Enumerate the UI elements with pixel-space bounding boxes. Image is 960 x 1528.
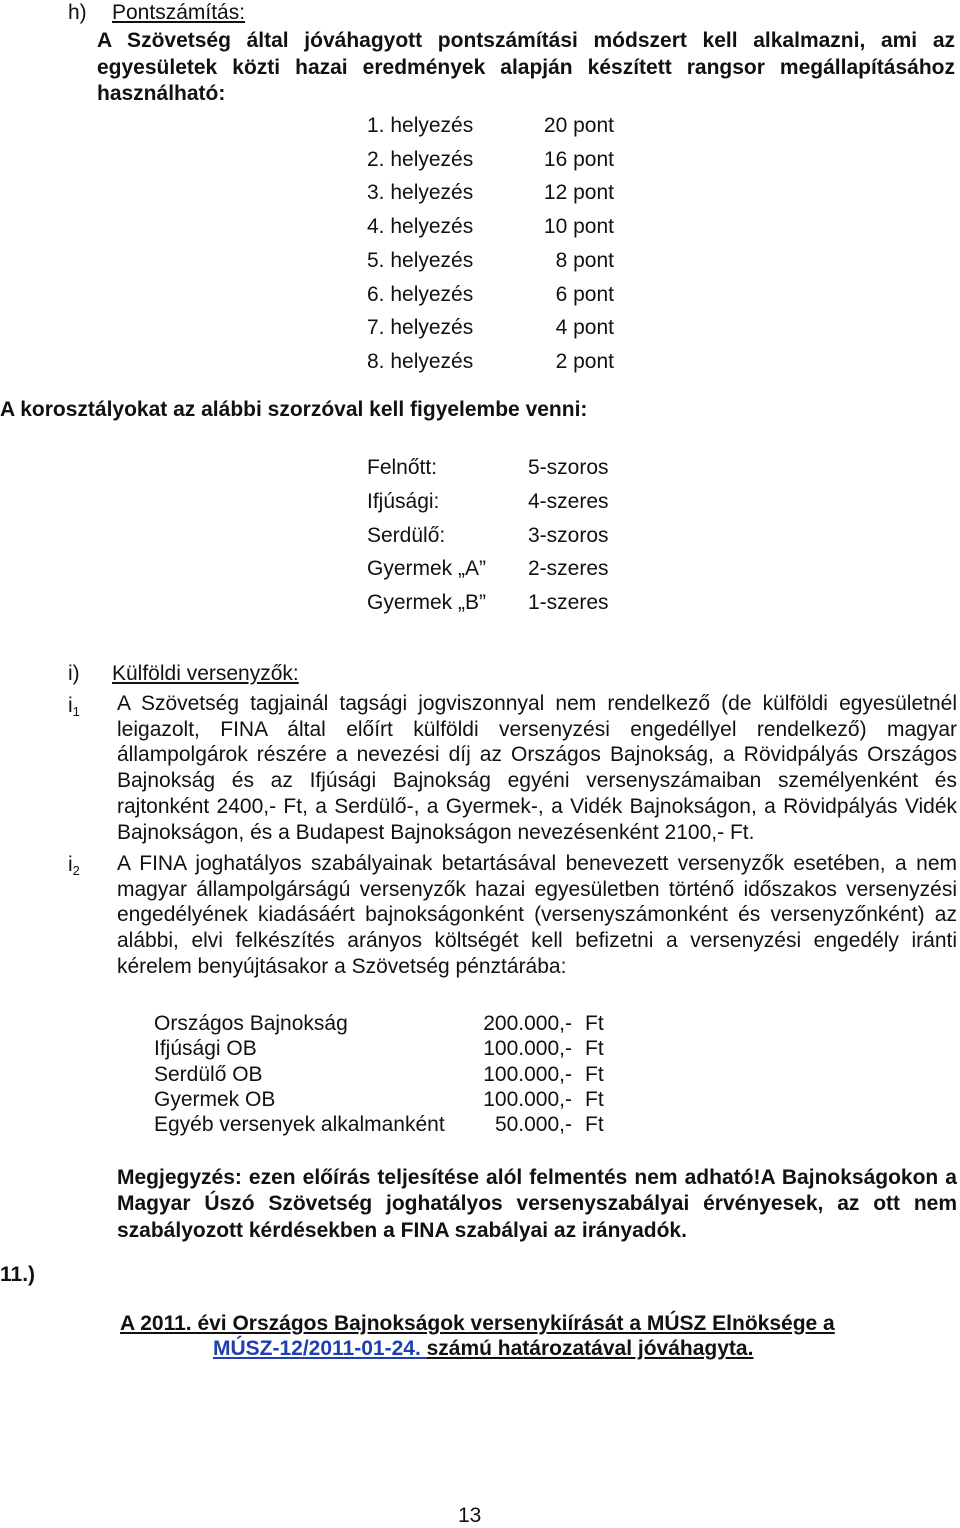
placement-points: 16 pont	[543, 147, 614, 171]
fee-amount: 100.000,-	[483, 1037, 572, 1061]
fee-event: Egyéb versenyek alkalmanként	[154, 1113, 445, 1137]
fee-currency: Ft	[585, 1062, 604, 1086]
placement-points: 4 pont	[555, 316, 614, 340]
section-h-intro: A Szövetség által jóváhagyott pontszámítási módszert kell alkalmazni, ami az egyesületek közti hazai eredmények alapján készített rangsor megállapításához használható:	[97, 29, 955, 105]
placement-label: 5. helyezés	[367, 248, 474, 272]
i1-text: A Szövetség tagjainál tagsági jogviszonnyal nem rendelkező (de külföldi egyesületnél leigazolt, FINA által előírt külföldi versenyzési engedéllyel rendelkező) magyar állampolgárok részére a nevezési díj az Országos Bajnokság, a Rövidpályás Országos Bajnokság és az Ifjúsági Bajnokság egyéni versenyszámaiban személyenként és rajtonként 2400,- Ft, a Serdülő-, a Gyermek-, a Vidék Bajnokságon, a Rövidpályás Vidék Bajnokságon, és a Budapest Bajnokságon nevezésenként 2100,- Ft.	[117, 692, 957, 844]
placement-points: 10 pont	[543, 215, 614, 239]
placement-points: 6 pont	[555, 282, 614, 306]
fee-amount: 100.000,-	[483, 1062, 572, 1086]
fee-event: Ifjúsági OB	[154, 1037, 257, 1061]
fee-currency: Ft	[585, 1113, 604, 1137]
placement-points: 12 pont	[543, 181, 614, 205]
fee-currency: Ft	[585, 1012, 604, 1035]
fee-amount: 200.000,-	[483, 1012, 572, 1035]
placement-label: 2. helyezés	[367, 147, 474, 171]
placement-points: 2 pont	[555, 349, 614, 373]
age-group-multiplier: 3-szoros	[528, 523, 609, 547]
fee-amount: 100.000,-	[483, 1087, 572, 1111]
fee-event: Serdülő OB	[154, 1062, 263, 1086]
age-group-multiplier: 5-szoros	[528, 456, 609, 479]
i1-label: $i_1$	[68, 694, 80, 719]
page-number: 13	[458, 1504, 482, 1527]
section-h-marker: h)	[68, 1, 87, 24]
section-11-marker: 11.)	[0, 1263, 36, 1286]
age-group-multiplier: 1-szeres	[528, 591, 609, 615]
approval-line-2-rest: számú határozatával jóváhagyta.	[426, 1337, 754, 1360]
resolution-reference-link[interactable]: MÚSZ-12/2011-01-24.	[213, 1337, 427, 1360]
placement-label: 3. helyezés	[367, 181, 474, 205]
note-text: Megjegyzés: ezen előírás teljesítése alól felmentés nem adható!A Bajnokságokon a Magyar Úszó Szövetség joghatályos versenyszabályai érvényesek, az ott nem szabályozott kérdésekben a FINA szabályai az irányadók.	[117, 1166, 957, 1242]
placement-label: 6. helyezés	[367, 282, 474, 306]
approval-line-1: A 2011. évi Országos Bajnokságok versenykiírását a MÚSZ Elnöksége a	[120, 1312, 835, 1335]
fee-event: Országos Bajnokság	[154, 1012, 348, 1035]
section-h-heading: Pontszámítás:	[112, 1, 246, 24]
fee-currency: Ft	[585, 1087, 604, 1111]
age-group-label: Ifjúsági:	[367, 489, 440, 513]
i2-label: $i_2$	[68, 853, 80, 878]
placement-points: 20 pont	[543, 114, 614, 137]
approval-line-2	[213, 1336, 753, 1361]
fee-amount: 50.000,-	[494, 1113, 572, 1137]
placement-label: 7. helyezés	[367, 316, 474, 340]
fee-currency: Ft	[585, 1037, 604, 1061]
placement-label: 4. helyezés	[367, 215, 474, 239]
placement-label: 8. helyezés	[367, 349, 474, 373]
age-group-label: Gyermek „A”	[367, 557, 487, 581]
age-intro: A korosztályokat az alábbi szorzóval kell figyelembe venni:	[0, 398, 588, 421]
section-i-marker: i)	[68, 662, 80, 685]
age-group-multiplier: 2-szeres	[528, 557, 609, 581]
age-group-label: Gyermek „B”	[367, 591, 487, 615]
age-group-label: Serdülő:	[367, 523, 446, 547]
i2-text: A FINA joghatályos szabályainak betartásával benevezett versenyzők esetében, a nem magyar állampolgárságú versenyzők hazai egyesületben történő időszakos versenyzési engedélyének kiadásáért bajnokságonként (versenyszámonként és versenyzőnként) az alábbi, elvi felkészítés arányos költségét kell befizetni a versenyzési engedély iránti kérelem benyújtásakor a Szövetség pénztárába:	[117, 852, 957, 978]
placement-points: 8 pont	[555, 248, 614, 272]
fee-event: Gyermek OB	[154, 1087, 276, 1111]
section-i-heading: Külföldi versenyzők:	[112, 662, 299, 685]
age-group-multiplier: 4-szeres	[528, 489, 609, 513]
placement-label: 1. helyezés	[367, 114, 474, 137]
age-group-label: Felnőtt:	[367, 456, 438, 479]
